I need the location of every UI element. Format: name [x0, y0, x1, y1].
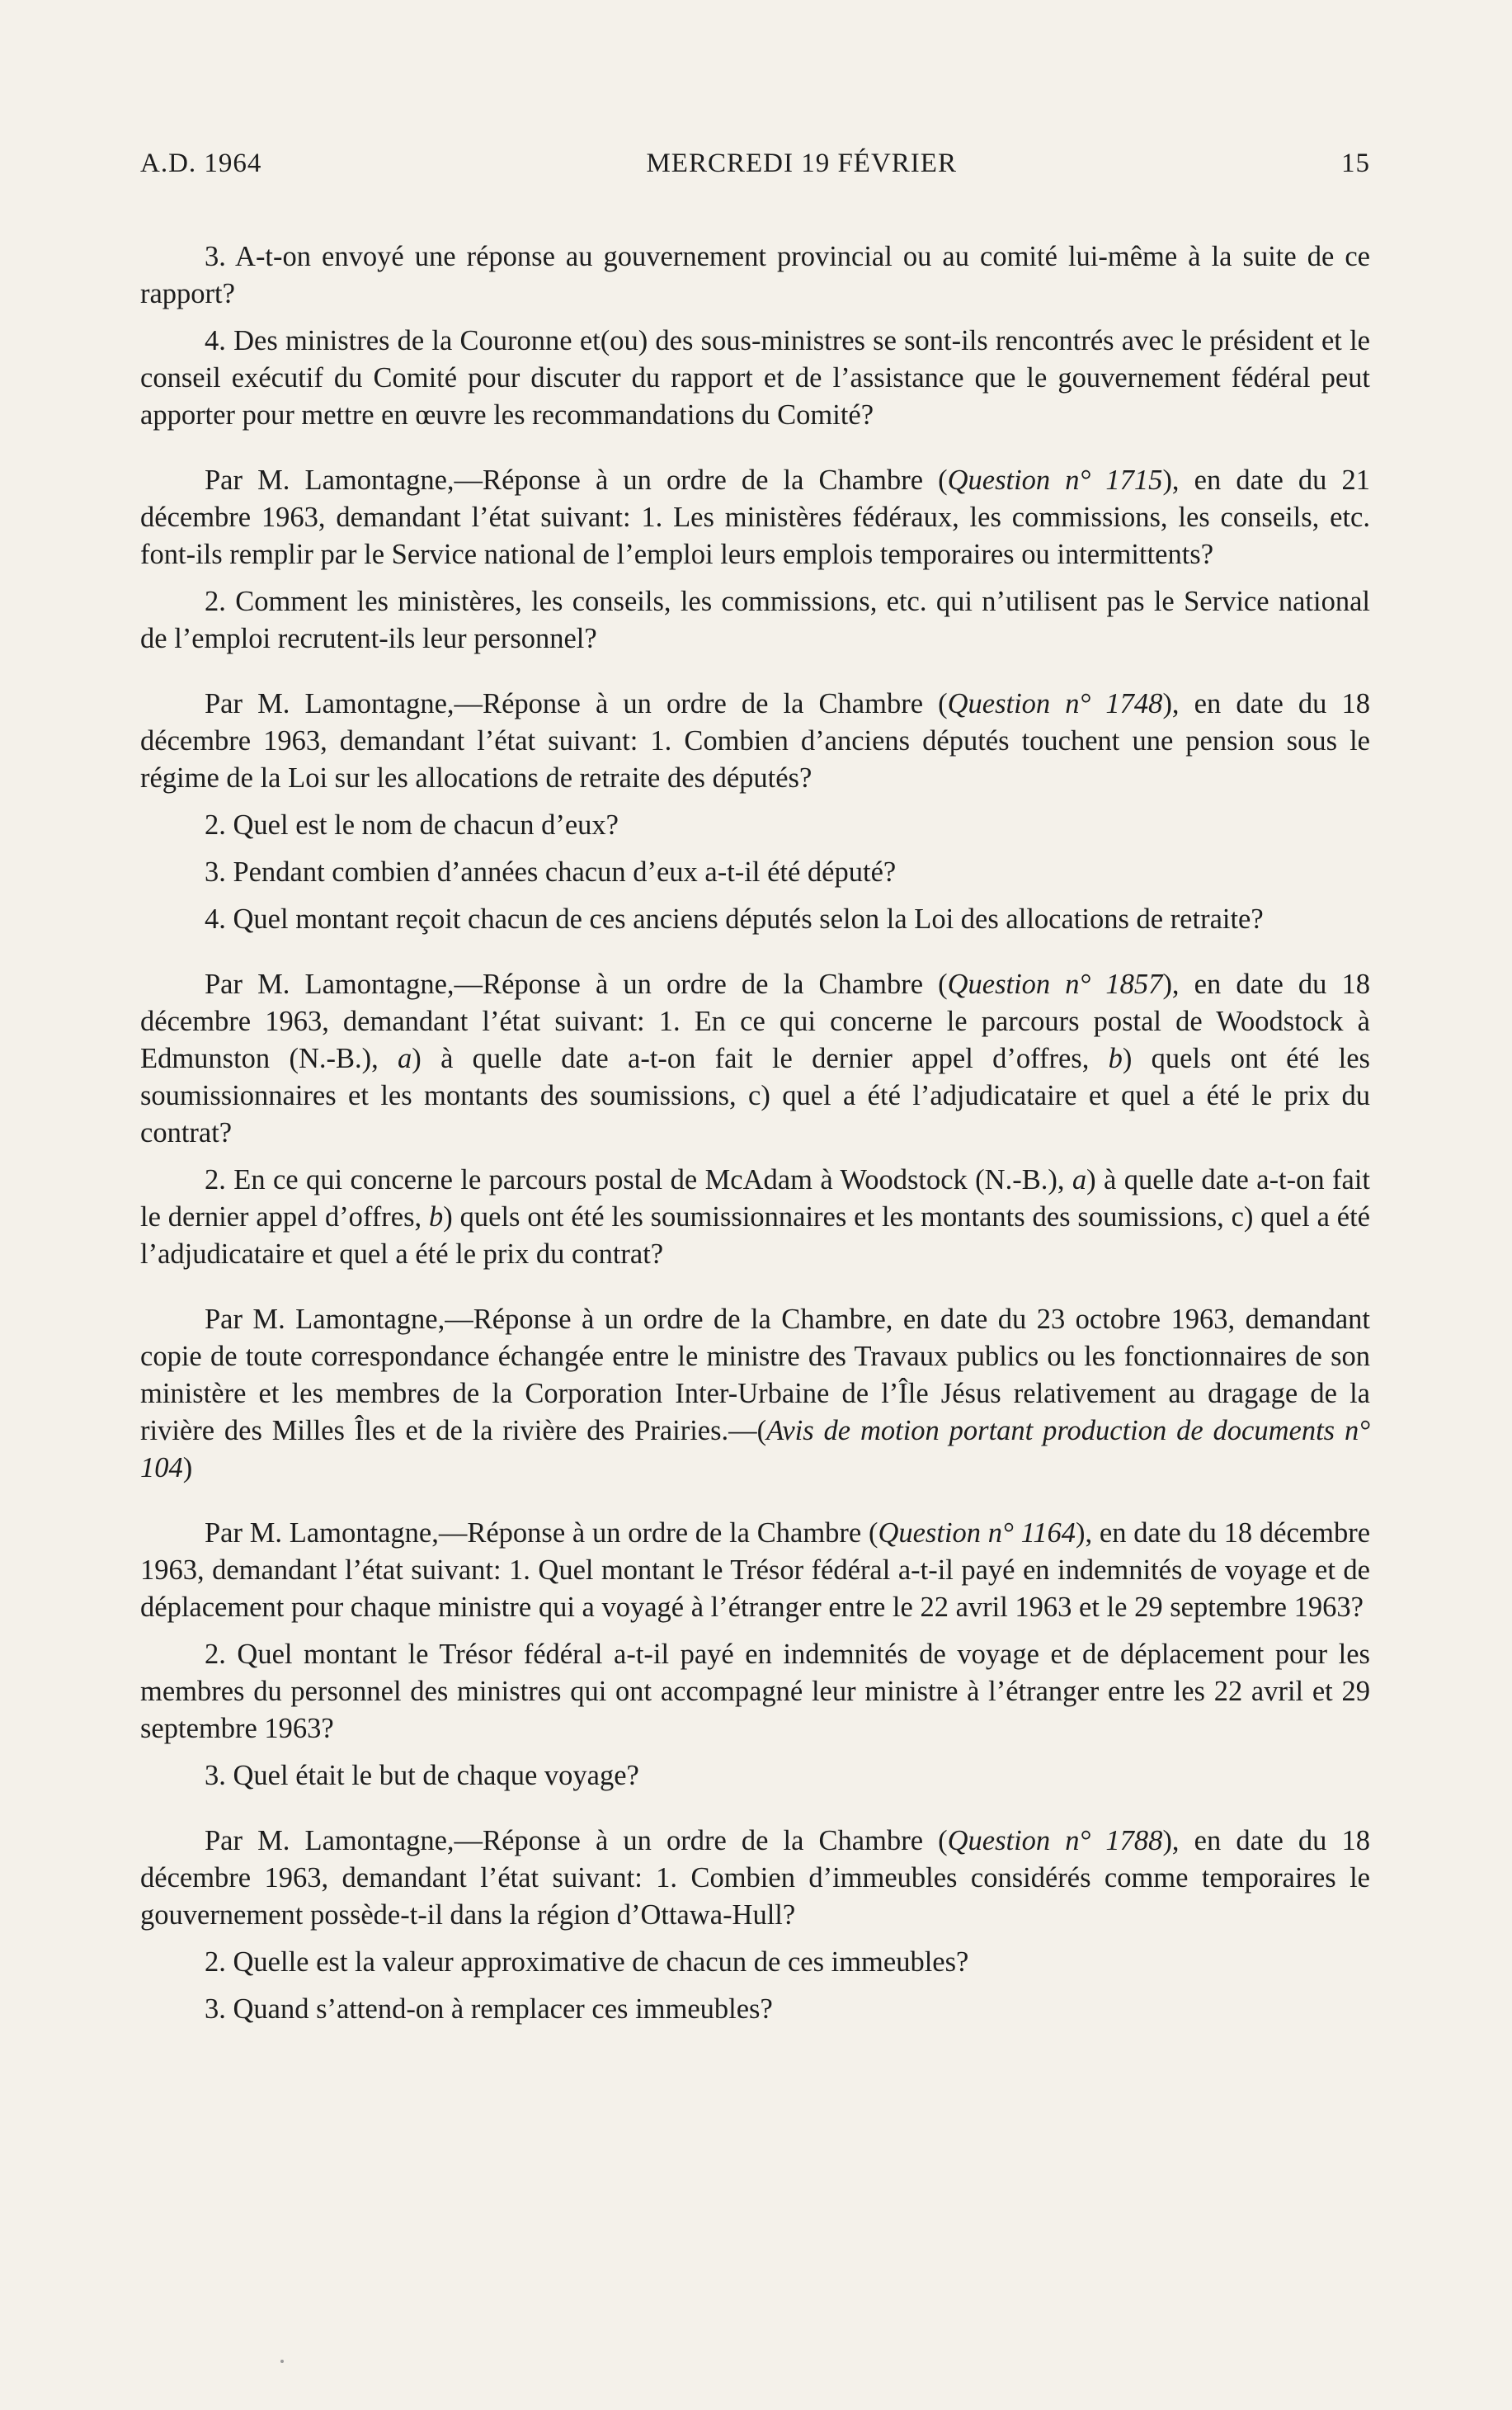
- paragraph-text: ) quels ont été les soumissionnaires et les montants des soumissions, c) quel a été l’adjudicataire et quel a été le prix du contrat?: [140, 1043, 1370, 1148]
- paragraph-text: 4. Des ministres de la Couronne et(ou) des sous-ministres se sont-ils rencontrés avec le président et le conseil exécutif du Comité pour discuter du rapport et de l’assistance que le gouvernement fédéral peut apporter pour mettre en œuvre les recommandations du Comité?: [140, 325, 1370, 431]
- italic-reference: Question n° 1748: [947, 688, 1163, 719]
- paragraph-p3: [140, 462, 1370, 573]
- italic-reference: Question n° 1715: [947, 465, 1163, 496]
- paragraph-p11: [140, 1301, 1370, 1487]
- italic-reference: Question n° 1164: [878, 1517, 1076, 1549]
- paragraph-p15: [140, 1823, 1370, 1934]
- italic-reference: b: [429, 1201, 444, 1233]
- paragraph-text: ), en date du 18 décembre 1963, demandant l’état suivant: 1. Combien d’immeubles considérés comme temporaires le gouvernement possède-t-il dans la région d’Ottawa-Hull?: [140, 1825, 1370, 1931]
- paragraph-text: 2. En ce qui concerne le parcours postal de McAdam à Woodstock (N.-B.),: [205, 1164, 1072, 1196]
- paragraph-text: ), en date du 18 décembre 1963, demandant l’état suivant: 1. Quel montant le Trésor fédéral a-t-il payé en indemnités de voyage et de déplacement pour chaque ministre qui a voyagé à l’étranger entre le 22 avril 1963 et le 29 septembre 1963?: [140, 1517, 1371, 1623]
- paragraph-p14: [140, 1757, 1370, 1795]
- paragraph-text: 2. Quelle est la valeur approximative de chacun de ces immeubles?: [205, 1946, 969, 1978]
- paragraph-p8: [140, 901, 1370, 938]
- paragraph-p10: [140, 1162, 1370, 1273]
- paragraph-p6: [140, 807, 1370, 844]
- page-number: 15: [1340, 149, 1370, 178]
- paragraph-p16: [140, 1944, 1370, 1981]
- paragraph-text: ), en date du 18 décembre 1963, demandant l’état suivant: 1. Combien d’anciens députés touchent une pension sous le régime de la Loi sur les allocations de retraite des députés?: [140, 688, 1370, 794]
- italic-reference: Question n° 1857: [947, 969, 1163, 1000]
- paragraph-text: Par M. Lamontagne,—Réponse à un ordre de la Chambre (: [205, 1825, 948, 1856]
- italic-reference: a: [398, 1043, 412, 1074]
- paragraph-p1: [140, 238, 1370, 313]
- paragraph-p2: [140, 323, 1370, 434]
- paragraph-text: ) quels ont été les soumissionnaires et les montants des soumissions, c) quel a été l’adjudicataire et quel a été le prix du contrat?: [140, 1201, 1370, 1270]
- document-body: [140, 238, 1370, 2028]
- paragraph-p9: [140, 966, 1370, 1152]
- paragraph-text: ), en date du 21 décembre 1963, demandant l’état suivant: 1. Les ministères fédéraux, les commissions, les conseils, etc. font-ils remplir par le Service national de l’emploi leurs emplois temporaires ou intermittents?: [140, 465, 1370, 570]
- paragraph-p7: [140, 854, 1370, 891]
- paragraph-text: 3. Quel était le but de chaque voyage?: [205, 1760, 639, 1791]
- paragraph-text: 2. Quel montant le Trésor fédéral a-t-il payé en indemnités de voyage et de déplacement pour les membres du personnel des ministres qui ont accompagné leur ministre à l’étranger entre les 22 avril et 29 septembre 1963?: [140, 1639, 1370, 1744]
- paragraph-text: 3. Quand s’attend-on à remplacer ces immeubles?: [205, 1993, 773, 2025]
- italic-reference: a: [1072, 1164, 1087, 1196]
- paragraph-text: ), en date du 18 décembre 1963, demandant l’état suivant: 1. En ce qui concerne le parcours postal de Woodstock à Edmunston (N.-B.),: [140, 969, 1370, 1074]
- paragraph-text: 4. Quel montant reçoit chacun de ces anciens députés selon la Loi des allocations de retraite?: [205, 903, 1264, 935]
- paragraph-text: ): [182, 1452, 193, 1483]
- paragraph-text: 3. Pendant combien d’années chacun d’eux a-t-il été député?: [205, 856, 897, 888]
- paper-speck: [280, 2360, 284, 2363]
- paragraph-text: Par M. Lamontagne,—Réponse à un ordre de la Chambre (: [205, 465, 948, 496]
- paragraph-text: Par M. Lamontagne,—Réponse à un ordre de la Chambre, en date du 23 octobre 1963, demandant copie de toute correspondance échangée entre le ministre des Travaux publics ou les fonctionnaires de son ministère et les membres de la Corporation Inter-Urbaine de l’Île Jésus relativement au dragage de la rivière des Milles Îles et de la rivière des Prairies.—(: [140, 1304, 1370, 1446]
- paragraph-p12: [140, 1515, 1370, 1626]
- italic-reference: Avis de motion portant production de documents n° 104: [140, 1415, 1370, 1483]
- paragraph-text: Par M. Lamontagne,—Réponse à un ordre de la Chambre (: [205, 1517, 878, 1549]
- paragraph-text: Par M. Lamontagne,—Réponse à un ordre de la Chambre (: [205, 688, 948, 719]
- italic-reference: Question n° 1788: [947, 1825, 1163, 1856]
- paragraph-text: ) à quelle date a-t-on fait le dernier appel d’offres,: [412, 1043, 1109, 1074]
- page-header: [140, 149, 1370, 179]
- paragraph-p5: [140, 686, 1370, 797]
- header-year: A.D. 1964: [140, 149, 262, 178]
- paragraph-text: ) à quelle date a-t-on fait le dernier appel d’offres,: [140, 1164, 1371, 1233]
- paragraph-text: Par M. Lamontagne,—Réponse à un ordre de la Chambre (: [205, 969, 948, 1000]
- paragraph-text: 2. Quel est le nom de chacun d’eux?: [205, 809, 619, 841]
- paragraph-text: 3. A-t-on envoyé une réponse au gouvernement provincial ou au comité lui-même à la suite de ce rapport?: [140, 241, 1370, 309]
- paragraph-text: 2. Comment les ministères, les conseils, les commissions, etc. qui n’utilisent pas le Service national de l’emploi recrutent-ils leur personnel?: [140, 586, 1370, 654]
- paragraph-p13: [140, 1636, 1370, 1747]
- italic-reference: b: [1108, 1043, 1123, 1074]
- paragraph-p17: [140, 1991, 1370, 2028]
- paragraph-p4: [140, 583, 1370, 658]
- header-date: MERCREDI 19 FÉVRIER: [646, 149, 957, 178]
